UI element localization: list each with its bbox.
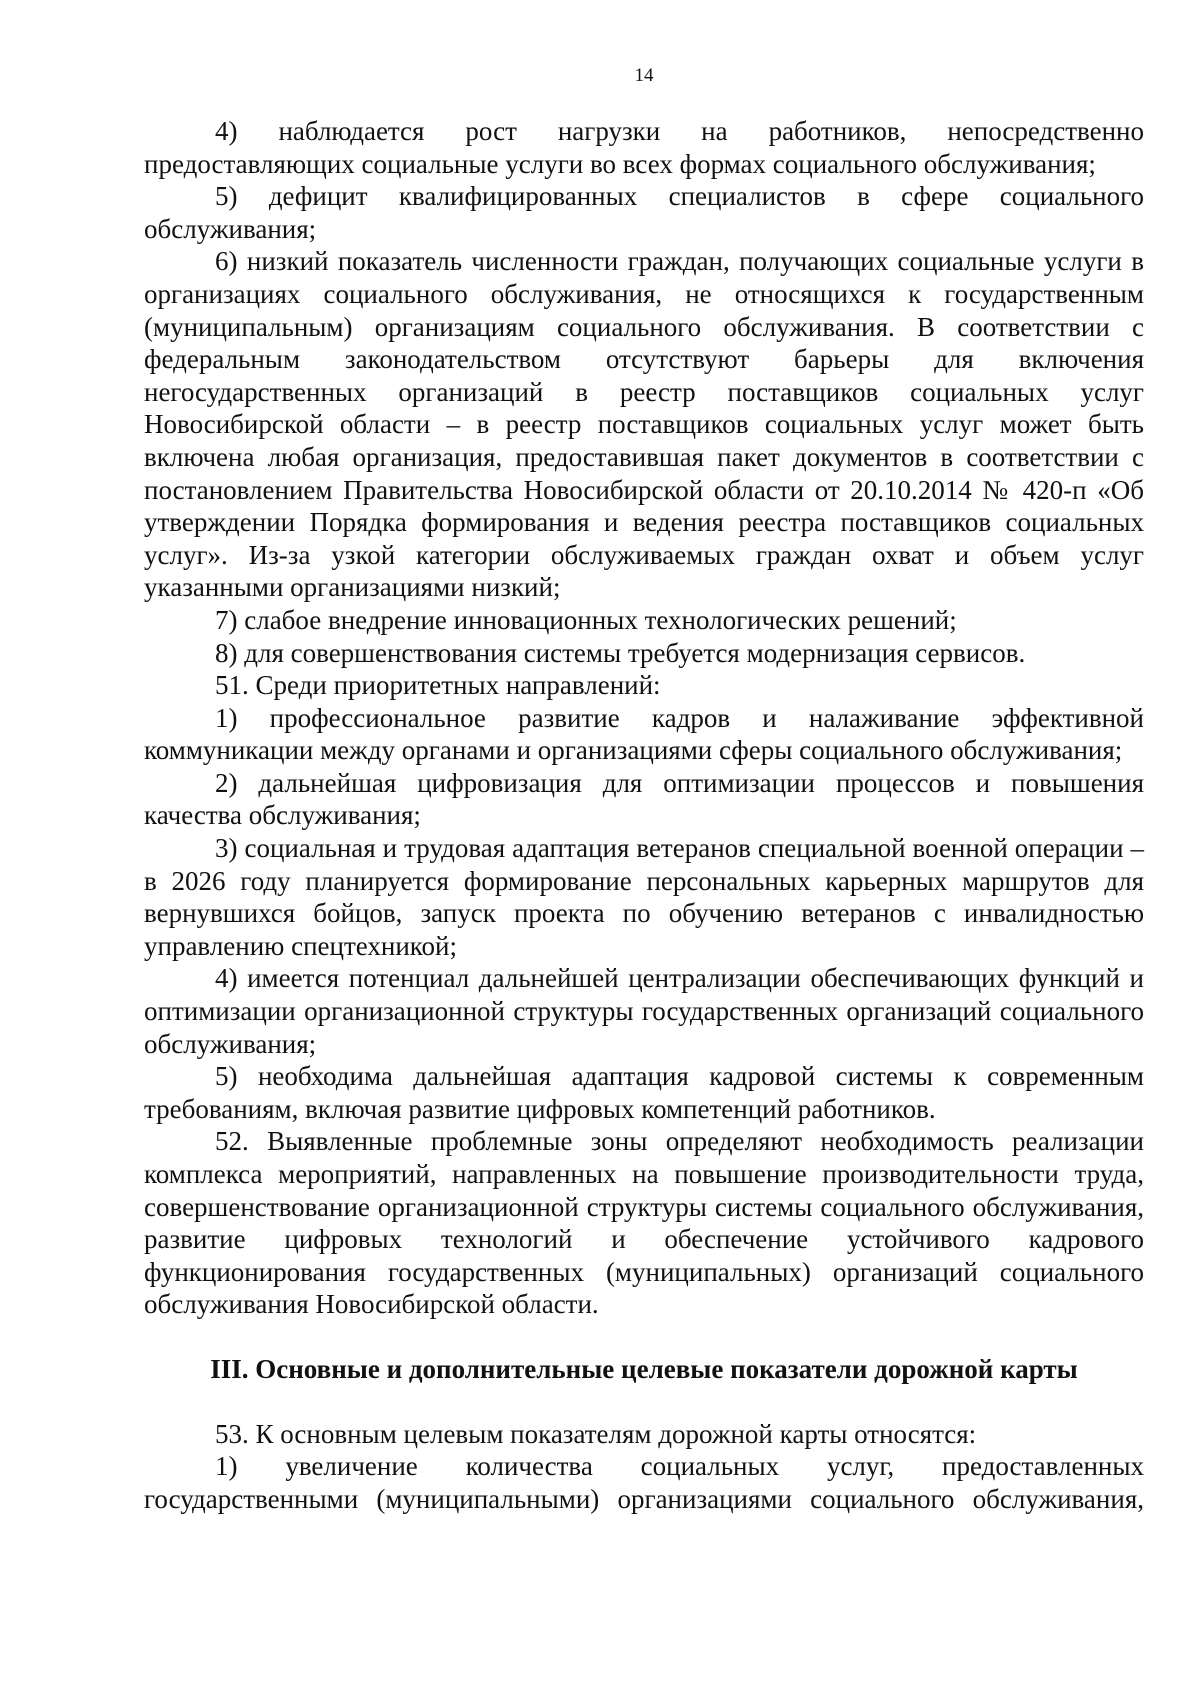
paragraph-51-priorities: 51. Среди приоритетных направлений: [215,670,661,701]
list-item-6-nongovernmental-organizations: 6) низкий показатель численности граждан, получающих социальные услуги в организациях социального обслуживания, не относящихся к государственным (муниципальным) организациям социального обслуживания. В соответствии с федеральным законодательством отсутствуют барьеры для включения негосударственных организаций в реестр поставщиков социальных услуг Новосибирской области – в реестр поставщиков социальных услуг может быть включена любая организация, предоставившая пакет документов в соответствии с постановлением Правительства Новосибирской области от 20.10.2014 № 420-п «Об утверждении Порядка формирования и ведения реестра поставщиков социальных услуг». Из-за узкой категории обслуживаемых граждан охват и объем услуг указанными организациями низкий; [144,246,1144,603]
list-item-5-specialist-deficit: 5) дефицит квалифицированных специалистов в сфере социального обслуживания; [144,181,1144,244]
list-item-4-workload: 4) наблюдается рост нагрузки на работников, непосредственно предоставляющих социальные услуги во всех формах социального обслуживания; [144,116,1144,179]
paragraph-53-target-indicators: 53. К основным целевым показателям дорожной карты относятся: [215,1418,977,1449]
priority-item-5-digital-competencies: 5) необходима дальнейшая адаптация кадровой системы к современным требованиям, включая развитие цифровых компетенций работников. [144,1061,1144,1124]
priority-item-2-digitalization: 2) дальнейшая цифровизация для оптимизации процессов и повышения качества обслуживания; [144,767,1144,831]
page-number: 14 [634,65,654,86]
priority-item-4-centralization: 4) имеется потенциал дальнейшей централизации обеспечивающих функций и оптимизации организационной структуры государственных организаций социального обслуживания; [144,963,1144,1059]
list-item-7-innovation: 7) слабое внедрение инновационных технологических решений; [215,604,957,635]
list-item-8-services: 8) для совершенствования системы требуется модернизация сервисов. [215,637,1026,668]
indicator-item-1-service-count: 1) увеличение количества социальных услуг, предоставленных государственными (муниципальными) организациями социального обслуживания, [144,1451,1144,1514]
section-heading: III. Основные и дополнительные целевые показатели дорожной карты [210,1353,1078,1384]
document-body [144,115,1144,1515]
priority-item-3-veterans-adaptation: 3) социальная и трудовая адаптация ветеранов специальной военной операции – в 2026 году планируется формирование персональных карьерных маршрутов для вернувшихся бойцов, запуск проекта по обучению ветеранов с инвалидностью управлению спецтехникой; [144,833,1144,961]
priority-item-1-staff-development: 1) профессиональное развитие кадров и налаживание эффективной коммуникации между органами и организациями сферы социального обслуживания; [144,702,1144,766]
document-page [144,0,1144,1697]
paragraph-52-problem-zones: 52. Выявленные проблемные зоны определяют необходимость реализации комплекса мероприятий, направленных на повышение производительности труда, совершенствование организационной структуры системы социального обслуживания, развитие цифровых технологий и обеспечение устойчивого кадрового функционирования государственных (муниципальных) организаций социального обслуживания Новосибирской области. [144,1126,1144,1320]
